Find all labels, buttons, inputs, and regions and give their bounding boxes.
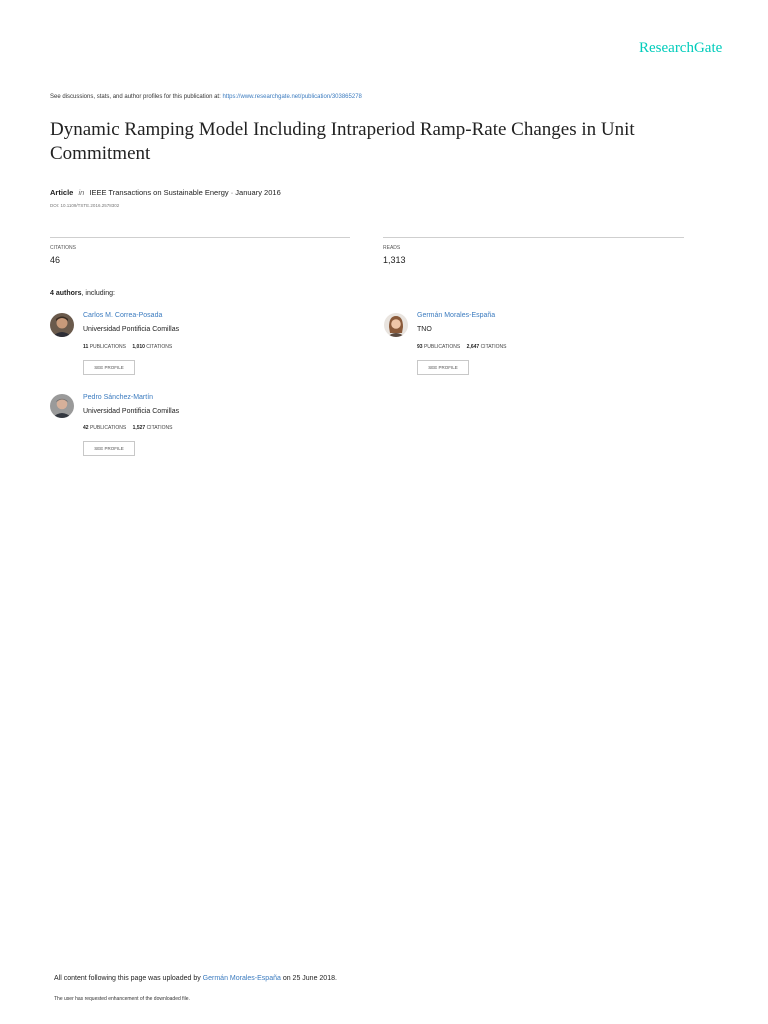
avatar[interactable] [384, 313, 408, 337]
journal-name[interactable]: IEEE Transactions on Sustainable Energy · January 2016 [89, 188, 281, 197]
intro-line [50, 94, 362, 100]
intro-text: See discussions, stats, and author profiles for this publication at: [50, 94, 221, 100]
avatar[interactable] [50, 394, 74, 418]
publications-label: PUBLICATIONS [423, 344, 461, 350]
doi: DOI: 10.1109/TSTE.2016.2578302 [50, 203, 120, 208]
publication-link[interactable]: https://www.researchgate.net/publication/303865278 [222, 94, 362, 100]
citations-divider [50, 237, 350, 238]
citations-count: 2,647 [466, 344, 480, 350]
citations-value: 46 [50, 255, 61, 265]
author-photo-icon [50, 394, 74, 418]
author-stats [83, 344, 172, 350]
see-profile-button[interactable]: SEE PROFILE [83, 441, 135, 456]
uploader-link[interactable]: Germán Morales-España [202, 975, 281, 982]
author-institution: Universidad Pontificia Comillas [83, 326, 180, 333]
publications-count: 11 [83, 344, 89, 350]
see-profile-button[interactable]: SEE PROFILE [83, 360, 135, 375]
author-name[interactable]: Germán Morales-España [417, 312, 496, 319]
citations-label: CITATIONS [50, 245, 76, 251]
see-profile-button[interactable]: SEE PROFILE [417, 360, 469, 375]
author-photo-icon [384, 313, 408, 337]
upload-date: on 25 June 2018. [282, 975, 337, 982]
publication-meta [50, 188, 281, 197]
publication-title: Dynamic Ramping Model Including Intraperiod Ramp-Rate Changes in Unit Commitment [50, 119, 635, 164]
researchgate-logo[interactable]: ResearchGate [639, 40, 723, 56]
author-stats [417, 344, 507, 350]
authors-count: 4 authors [50, 290, 82, 297]
reads-value: 1,313 [383, 255, 406, 265]
article-type: Article [50, 188, 74, 197]
citations-label: CITATIONS [480, 344, 507, 350]
publications-label: PUBLICATIONS [89, 425, 127, 431]
authors-heading [50, 290, 115, 297]
publications-count: 42 [83, 425, 89, 431]
publications-count: 93 [417, 344, 423, 350]
author-institution: Universidad Pontificia Comillas [83, 408, 180, 415]
author-stats [83, 425, 173, 431]
in-label: in [78, 188, 85, 197]
reads-divider [383, 237, 684, 238]
publications-label: PUBLICATIONS [89, 344, 126, 350]
author-name[interactable]: Carlos M. Correa-Posada [83, 312, 163, 319]
authors-suffix: , including: [81, 290, 115, 297]
avatar[interactable] [50, 313, 74, 337]
author-institution: TNO [417, 326, 432, 333]
citations-count: 1,010 [132, 344, 145, 350]
upload-prefix: All content following this page was uploaded by [54, 975, 201, 982]
author-photo-icon [50, 313, 74, 337]
citations-label: CITATIONS [146, 425, 173, 431]
reads-label: READS [383, 245, 401, 251]
author-name[interactable]: Pedro Sánchez-Martín [83, 394, 154, 401]
enhancement-note: The user has requested enhancement of the downloaded file. [54, 996, 190, 1002]
citations-label: CITATIONS [146, 344, 173, 350]
upload-note [54, 975, 337, 982]
citations-count: 1,527 [132, 425, 146, 431]
